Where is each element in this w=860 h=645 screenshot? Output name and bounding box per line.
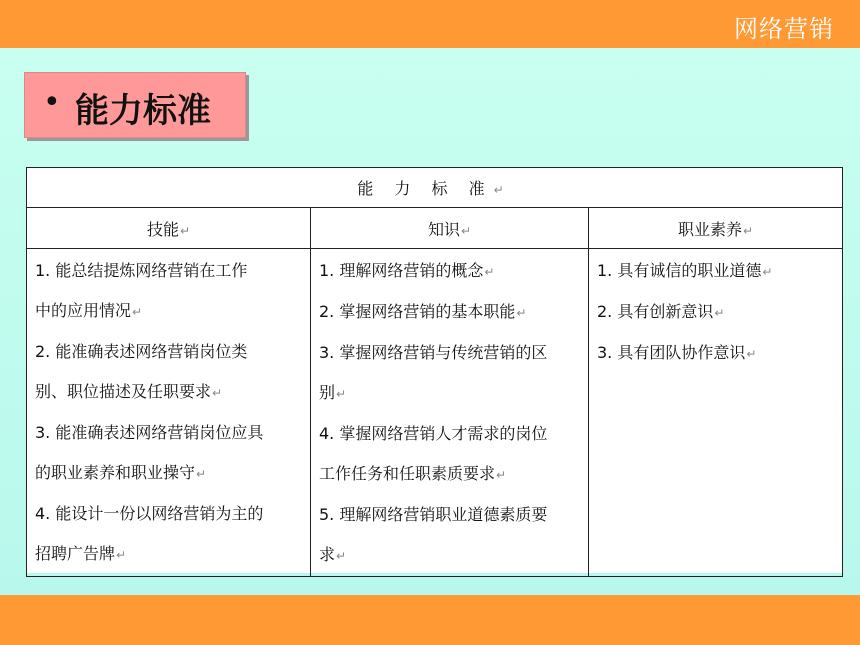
paragraph-mark-icon: ↵ <box>116 548 127 562</box>
cell-line <box>35 534 302 575</box>
cell-line <box>35 291 302 332</box>
cell-line-text: 求 <box>319 545 336 564</box>
knowledge-cell <box>311 249 589 577</box>
paragraph-mark-icon: ↵ <box>746 347 757 361</box>
title-box <box>24 72 246 138</box>
cell-line: 2. 能准确表述网络营销岗位类 <box>35 342 248 361</box>
paragraph-mark-icon: ↵ <box>336 549 347 563</box>
column-header-text: 职业素养 <box>677 219 742 239</box>
cell-line: 5. 理解网络营销职业道德素质要 <box>319 505 548 524</box>
cell-line-text: 2. 具有创新意识 <box>597 302 714 321</box>
cell-line <box>597 333 834 374</box>
cell-line-text: 1. 具有诚信的职业道德 <box>597 261 762 280</box>
cell-line-text: 别、职位描述及任职要求 <box>35 382 212 401</box>
cell-line-text: 3. 具有团队协作意识 <box>597 343 746 362</box>
cell-line-text: 2. 掌握网络营销的基本职能 <box>319 302 516 321</box>
cell-line-text: 1. 理解网络营销的概念 <box>319 261 484 280</box>
cell-line <box>319 251 580 292</box>
cell-line <box>319 292 580 333</box>
table-caption <box>27 168 843 208</box>
cell-line: 4. 掌握网络营销人才需求的岗位 <box>319 424 548 443</box>
paragraph-mark-icon: ↵ <box>496 468 507 482</box>
paragraph-mark-icon: ↵ <box>132 305 143 319</box>
skills-cell <box>27 249 311 577</box>
cell-line <box>35 453 302 494</box>
top-bar <box>0 0 860 48</box>
cell-line-text: 工作任务和任职素质要求 <box>319 464 496 483</box>
slide-title: 能力标准 <box>75 91 211 131</box>
cell-line <box>597 292 834 333</box>
column-header-text: 技能 <box>146 219 179 239</box>
standards-table <box>26 167 842 573</box>
paragraph-mark-icon: ↵ <box>336 387 347 401</box>
cell-line-text: 招聘广告牌 <box>35 544 116 563</box>
column-header-literacy <box>589 208 843 249</box>
cell-line <box>319 454 580 495</box>
cell-line-text: 别 <box>319 383 336 402</box>
table-caption-text: 能 力 标 准 <box>357 179 493 198</box>
paragraph-mark-icon: ↵ <box>179 223 191 238</box>
paragraph-mark-icon: ↵ <box>714 306 725 320</box>
column-header-skills <box>27 208 311 249</box>
column-header-knowledge <box>311 208 589 249</box>
paragraph-mark-icon: ↵ <box>196 467 207 481</box>
cell-line <box>597 251 834 292</box>
cell-line: 3. 能准确表述网络营销岗位应具 <box>35 423 264 442</box>
cell-line <box>319 535 580 576</box>
cell-line <box>319 373 580 414</box>
paragraph-mark-icon: ↵ <box>212 386 223 400</box>
cell-line-text: 的职业素养和职业操守 <box>35 463 196 482</box>
paragraph-mark-icon: ↵ <box>460 223 472 238</box>
paragraph-mark-icon: ↵ <box>742 223 754 238</box>
paragraph-mark-icon: ↵ <box>516 306 527 320</box>
paragraph-mark-icon: ↵ <box>484 265 495 279</box>
column-header-text: 知识 <box>427 219 460 239</box>
cell-line <box>35 372 302 413</box>
literacy-cell <box>589 249 843 577</box>
brand-label: 网络营销 <box>734 15 834 43</box>
paragraph-mark-icon: ↵ <box>762 265 773 279</box>
cell-line: 3. 掌握网络营销与传统营销的区 <box>319 343 548 362</box>
bullet-icon: • <box>43 85 61 120</box>
bottom-bar <box>0 595 860 645</box>
cell-line: 1. 能总结提炼网络营销在工作 <box>35 261 248 280</box>
cell-line: 4. 能设计一份以网络营销为主的 <box>35 504 264 523</box>
paragraph-mark-icon: ↵ <box>493 183 512 197</box>
cell-line-text: 中的应用情况 <box>35 301 132 320</box>
